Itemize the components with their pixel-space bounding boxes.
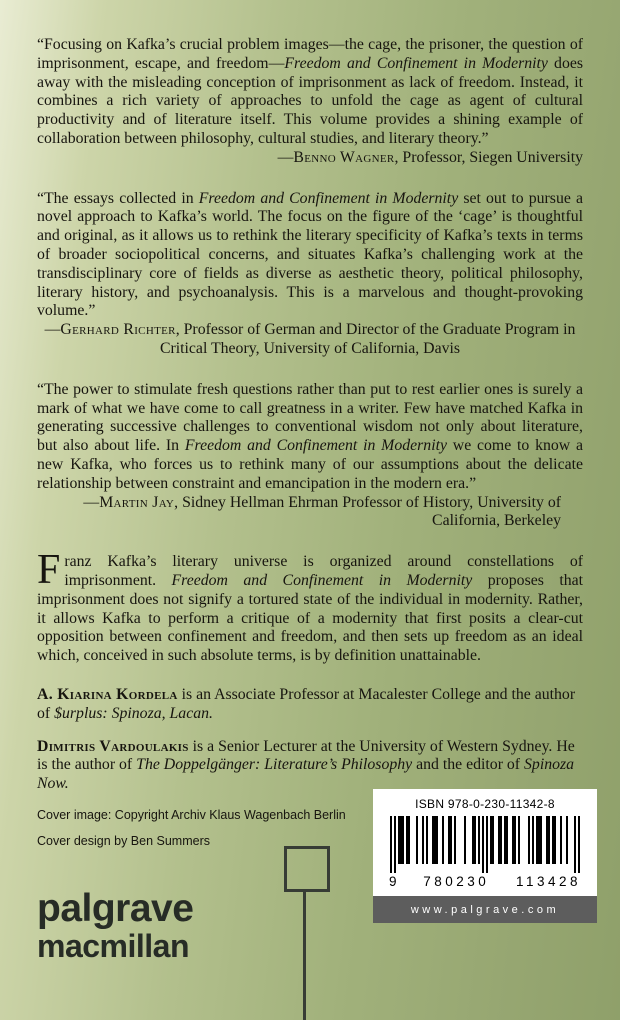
endorsement-quote-2 (37, 190, 583, 359)
publisher-website: www.palgrave.com (373, 896, 597, 923)
author-bio-kordela: A. Kiarina Kordela is an Associate Professor at Macalester College and the author of $urplus: Spinoza, Lacan. (37, 685, 576, 722)
cover-text-content (37, 36, 583, 848)
endorsement-quote-1 (37, 36, 583, 168)
logo-macmillan: macmillan (37, 928, 190, 964)
endorsement-quote-3 (37, 381, 583, 531)
barcode-digit-group: 113428 (515, 874, 581, 889)
cover-image-credit: Cover image: Copyright Archiv Klaus Wagenbach Berlin (37, 807, 346, 822)
barcode-digit-group: 9 (389, 874, 397, 889)
author-bio-vardoulakis: Dimitris Vardoulakis is a Senior Lecturer at the University of Western Sydney. He is the author of The Doppelgänger: Literature’s Philosophy and the editor of Spinoza Now. (37, 737, 575, 793)
palgrave-macmillan-logo (37, 888, 193, 963)
isbn-panel (373, 789, 597, 923)
cage-string-line (303, 889, 306, 1020)
barcode-digit-group: 780230 (423, 874, 490, 889)
quote-text: “The essays collected in Freedom and Confinement in Modernity set out to pursue a novel approach to Kafka’s world. The focus on the figure of the ‘cage’ is thoughtful and original, as it allows us to rethink the literary specificity of Kafka’s texts in terms of broader sociopolitical concerns, and situates Kafka’s challenging work at the transdisciplinary core of fields as diverse as aesthetic theory, political philosophy, literary history, and psychoanalysis. This is a marvelous and thought-provoking volume.” (37, 189, 584, 320)
quote-attribution: —Gerhard Richter, Professor of German and Director of the Graduate Program in Critical Theory, University of California, Davis (44, 321, 576, 357)
book-description: Franz Kafka’s literary universe is organized around constellations of imprisonment. Freedom and Confinement in Modernity proposes that imprisonment does not signify a tortured state of the individual in modernity. Rather, it allows Kafka to perform a critique of a modernity that first posits a clear-cut opposition between confinement and freedom, and then sets up freedom as an ideal which, conceived in such absolute terms, is by definition unattainable. (37, 547, 584, 665)
barcode (373, 816, 597, 873)
cage-square-graphic (284, 846, 330, 892)
quote-attribution: —Benno Wagner, Professor, Siegen University (277, 148, 583, 166)
barcode-digits (373, 873, 597, 896)
logo-palgrave: palgrave (37, 887, 194, 930)
quote-text: “The power to stimulate fresh questions rather than put to rest earlier ones is surely a mark of what we have come to call greatness in a writer. Few have matched Kafka in generating successive challenges to conventional wisdom not only about literature, but also about life. In Freedom and Confinement in Modernity we come to know a new Kafka, who forces us to rethink many of our assumptions about the delicate relationship between constraint and emancipation in the modern era.” (37, 380, 584, 492)
quote-text: “Focusing on Kafka’s crucial problem images—the cage, the prisoner, the question of imprisonment, escape, and freedom—Freedom and Confinement in Modernity does away with the misleading conception of imprisonment as lack of freedom. Instead, it combines a rich variety of approaches to unfold the cage as agent of cultural productivity and of literature itself. This volume provides a shining example of collaboration between philosophy, cultural studies, and literary theory.” (37, 36, 584, 147)
isbn-number: ISBN 978-0-230-11342-8 (415, 797, 555, 811)
quote-attribution: —Martin Jay, Sidney Hellman Ehrman Professor of History, University of California, Berkeley (83, 493, 561, 530)
cover-design-credit: Cover design by Ben Summers (37, 833, 210, 848)
